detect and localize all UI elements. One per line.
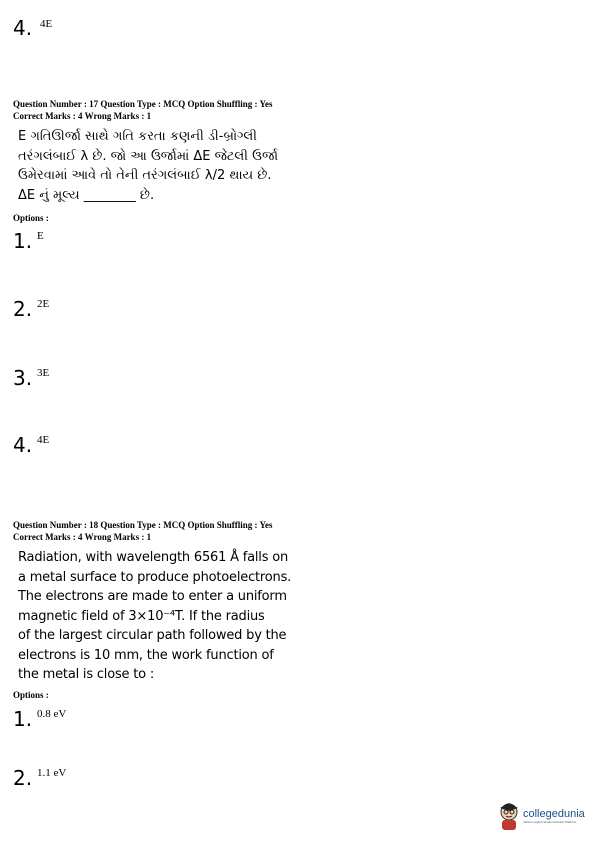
q17-text-line: તરંગલંબાઈ λ છે. જો આ ઉર્જામાં ΔE જેટલી ઉર્જા (18, 148, 279, 164)
prev-option-4 (13, 16, 53, 40)
option-number: 2. (13, 766, 33, 790)
option-value: 0.8 eV (37, 708, 67, 720)
q17-options-label: Options : (13, 213, 49, 223)
option-number: 4. (13, 433, 33, 457)
q17-question-text (18, 127, 278, 205)
q17-text-line: ઉમેરવામાં આવે તો તેની તરંગલંબાઈ λ/2 થાય છે. (18, 168, 272, 183)
option-value: 4E (40, 18, 53, 30)
q18-option-2 (13, 766, 67, 790)
q17-option-2 (13, 297, 50, 321)
q18-text-line: Radiation, with wavelength 6561 Å falls on (18, 550, 288, 565)
option-number: 1. (13, 229, 33, 253)
q18-question-text (18, 548, 291, 685)
collegedunia-logo (497, 800, 589, 832)
logo-tagline: India's Largest Student Review Platform (523, 819, 577, 824)
q18-text-line: electrons is 10 mm, the work function of (18, 647, 274, 663)
q17-header-line2: Correct Marks : 4 Wrong Marks : 1 (13, 111, 152, 121)
student-mascot-icon (497, 801, 521, 831)
option-value: 1.1 eV (37, 767, 67, 779)
option-value: 3E (37, 367, 50, 379)
q18-header-line2: Correct Marks : 4 Wrong Marks : 1 (13, 532, 152, 542)
q17-option-3 (13, 366, 50, 390)
q17-option-1 (13, 229, 44, 253)
option-number: 2. (13, 297, 33, 321)
q17-text-line: E ગતિઊર્જા સાથે ગતિ કરતા કણની ડી-બ્રોગ્લી (18, 129, 257, 144)
option-value: E (37, 230, 44, 242)
q18-options-label: Options : (13, 690, 49, 700)
option-number: 1. (13, 707, 33, 731)
option-number: 3. (13, 366, 33, 390)
option-value: 2E (37, 298, 50, 310)
option-number: 4. (13, 16, 33, 40)
q18-text-line: magnetic field of 3×10⁻⁴T. If the radius (18, 608, 265, 624)
q18-text-line: of the largest circular path followed by the (18, 628, 287, 643)
q18-option-1 (13, 707, 67, 731)
q18-header-line1: Question Number : 18 Question Type : MCQ Option Shuffling : Yes (13, 520, 273, 530)
q18-text-line: The electrons are made to enter a uniform (18, 589, 287, 604)
logo-name: collegedunia (523, 807, 585, 820)
option-value: 4E (37, 434, 50, 446)
q17-option-4 (13, 433, 50, 457)
q18-text-line: the metal is close to : (18, 667, 155, 682)
q17-text-line: ΔE નું મૂલ્ય ________ છે. (18, 187, 155, 203)
q18-text-line: a metal surface to produce photoelectrons. (18, 569, 292, 585)
q17-header-line1: Question Number : 17 Question Type : MCQ Option Shuffling : Yes (13, 99, 273, 109)
